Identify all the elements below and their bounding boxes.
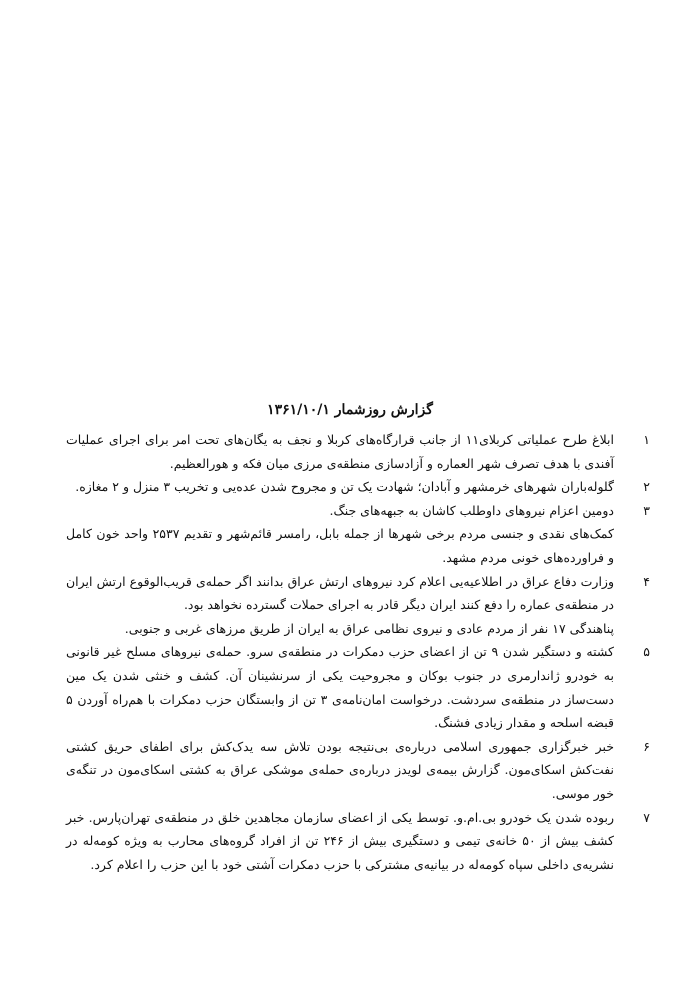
list-item <box>66 428 650 475</box>
list-item <box>66 570 650 641</box>
item-body <box>66 806 614 877</box>
item-paragraph: ربوده شدن یک خودرو بی.ام.و. توسط یکی از اعضای سازمان مجاهدین خلق در منطقه‌ی تهران‌پارس. خبر کشف بیش از ۵۰ خانه‌ی تیمی و دستگیری بیش از ۲۴۶ تن از افراد گروه‌های محارب به ویژه کومه‌له در نشریه‌ی داخلی سپاه کومه‌له در بیانیه‌ی مشترکی با حزب دمکرات آشتی خود با این حزب را اعلام کرد. <box>66 809 614 872</box>
list-item <box>66 806 650 877</box>
item-body <box>66 640 614 734</box>
list-item <box>66 475 650 499</box>
list-item <box>66 735 650 806</box>
item-body <box>66 475 614 499</box>
item-body <box>66 735 614 806</box>
item-body <box>66 428 614 475</box>
item-paragraph: پناهندگی ۱۷ نفر از مردم عادی و نیروی نظامی عراق به ایران از طریق مرزهای غربی و جنوبی. <box>124 620 614 636</box>
item-paragraph: دومین اعزام نیروهای داوطلب کاشان به جبهه‌های جنگ. <box>329 502 614 518</box>
item-number: ۲ <box>643 479 650 495</box>
item-body <box>66 499 614 570</box>
report-items <box>66 428 650 876</box>
item-number: ۷ <box>643 809 650 825</box>
item-number: ۴ <box>643 573 650 589</box>
item-number: ۱ <box>643 432 650 447</box>
item-number: ۵ <box>643 644 650 660</box>
list-item <box>66 640 650 734</box>
report-title: گزارش روزشمار ۱۳۶۱/۱۰/۱ <box>267 402 433 418</box>
item-paragraph: کمک‌های نقدی و جنسی مردم برخی شهرها از جمله بابل، رامسر قائم‌شهر و تقدیم ۲۵۳۷ واحد خون کامل و فراورده‌های خونی مردم مشهد. <box>66 526 614 565</box>
item-paragraph: ابلاغ طرح عملیاتی کربلای۱۱ از جانب قرارگاه‌های کربلا و نجف به یگان‌های تحت امر برای اجرای عملیات آفندی با هدف تصرف شهر العماره و آزادسازی منطقه‌ی مرزی میان فکه و هورالعظیم. <box>66 432 614 471</box>
item-paragraph: کشته و دستگیر شدن ۹ تن از اعضای حزب دمکرات در منطقه‌ی سرو. حمله‌ی نیروهای مسلح غیر قانونی به خودرو ژاندارمری در جنوب بوکان و مجروحیت یکی از سرنشینان آن. کشف و خنثی شدن یک مین دست‌ساز در منطقه‌ی سردشت. درخواست امان‌نامه‌ی ۳ تن از وابستگان حزب دمکرات با هم‌راه آوردن ۵ قبضه اسلحه و مقدار زیادی فشنگ. <box>66 644 614 731</box>
item-number: ۳ <box>643 502 650 518</box>
item-body <box>66 570 614 641</box>
item-paragraph: گلوله‌باران شهرهای خرمشهر و آبادان؛ شهادت یک تن و مجروح شدن عده‌یی و تخریب ۳ منزل و ۲ مغازه. <box>75 479 614 495</box>
item-number: ۶ <box>643 738 650 754</box>
list-item <box>66 499 650 570</box>
item-paragraph: خبر خبرگزاری جمهوری اسلامی درباره‌ی بی‌نتیجه بودن تلاش سه یدک‌کش برای اطفای حریق کشتی نفت‌کش اسکای‌مون. گزارش بیمه‌ی لویدز درباره‌ی حمله‌ی موشکی عراق به کشتی اسکای‌مون در تنگه‌ی خور موسی. <box>66 738 614 801</box>
item-paragraph: وزارت دفاع عراق در اطلاعیه‌یی اعلام کرد نیروهای ارتش عراق بدانند اگر حمله‌ی قریب‌الوقوع ارتش ایران در منطقه‌ی عماره را دفع کنند ایران دیگر قادر به اجرای حملات گسترده نخواهد بود. <box>66 573 614 613</box>
